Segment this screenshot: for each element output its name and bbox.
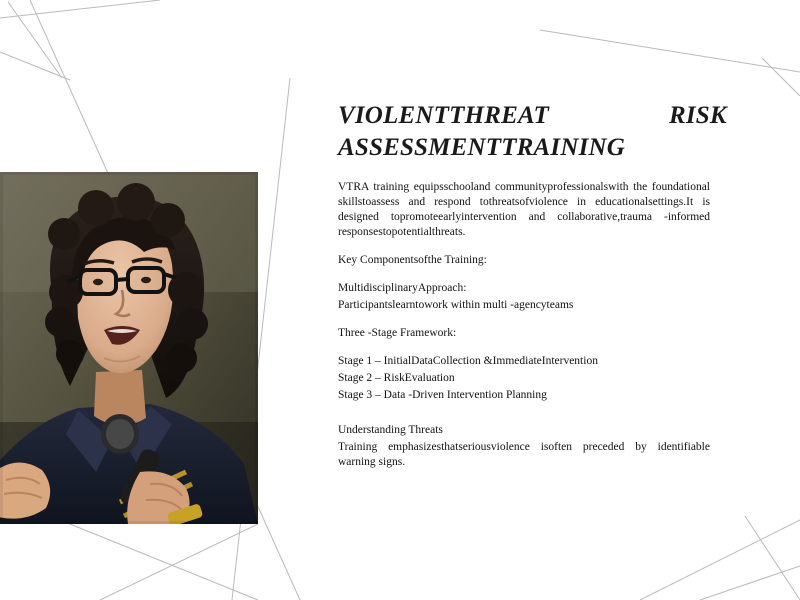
- page-title-part2: RISK: [668, 102, 727, 129]
- page-title: [338, 100, 730, 164]
- stage-3-item: Stage 3 – Data -Driven Intervention Planning: [338, 389, 547, 401]
- presenter-photo-image: [0, 172, 258, 524]
- understanding-threats-heading: Understanding Threats: [338, 424, 443, 436]
- page-title-part1: VIOLENTTHREAT: [338, 102, 549, 129]
- page-title-line2: ASSESSMENTTRAINING: [338, 134, 626, 161]
- key-components-heading: Key Componentsofthe Training:: [338, 254, 487, 266]
- multidisciplinary-approach-text: Participantslearntowork within multi -agencyteams: [338, 299, 574, 311]
- three-stage-framework-heading: Three -Stage Framework:: [338, 327, 457, 339]
- understanding-threats-text: Training emphasizesthatseriousviolence isoften preceded by identifiable warning signs.: [338, 441, 710, 468]
- multidisciplinary-approach-heading: MultidisciplinaryApproach:: [338, 282, 467, 294]
- presenter-photo: [0, 172, 258, 524]
- slide-text-column: [338, 100, 730, 483]
- intro-paragraph: VTRA training equipsschooland communityprofessionalswith the foundational skillstoassess and respond tothreatsofviolence in educationalsettings.It is designed topromoteearlyintervention and collaborative,trauma -informed responsestopotentialthreats.: [338, 181, 710, 238]
- stage-2-item: Stage 2 – RiskEvaluation: [338, 372, 455, 384]
- stage-1-item: Stage 1 – InitialDataCollection &ImmediateIntervention: [338, 355, 598, 367]
